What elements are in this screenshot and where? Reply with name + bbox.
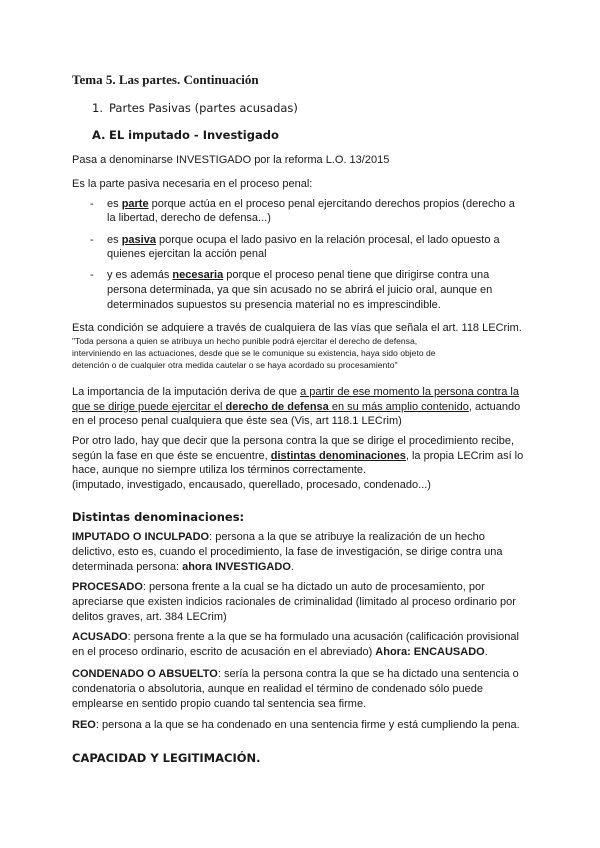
page-title: Tema 5. Las partes. Continuación bbox=[72, 72, 259, 87]
denominations-intro: Por otro lado, hay que decir que la persona contra la que se dirige el procedimiento recibe, según la fase en que éste se encuentre, distintas denominaciones, la propia LECrim así lo hace, aunque no siempre utiliza los términos correctamente. (imputado, investigado, encausado, querellado, procesado, condenado...) bbox=[72, 435, 524, 491]
bullet-dash: - bbox=[90, 269, 94, 281]
section-number: 1. bbox=[92, 101, 103, 115]
bullet-parte: es parte porque actúa en el proceso penal ejercitando derechos propios (derecho a la libertad, derecho de defensa...) bbox=[107, 198, 515, 224]
importance-paragraph: La importancia de la imputación deriva de que a partir de ese momento la persona contra la que se dirige puede ejercitar el derecho de defensa en su más amplio contenido, actuando en el proceso penal cualquiera que éste sea (Vis, art 118.1 LECrim) bbox=[72, 386, 521, 427]
keyword-derecho-defensa: derecho de defensa bbox=[225, 400, 329, 413]
definition-reo: REO: persona a la que se ha condenado en una sentencia firme y está cumpliendo la pena. bbox=[72, 719, 520, 731]
keyword-pasiva: pasiva bbox=[121, 234, 156, 246]
capacity-heading: CAPACIDAD Y LEGITIMACIÓN. bbox=[72, 751, 261, 765]
definition-acusado: ACUSADO: persona frente a la que se ha formulado una acusación (calificación provisional en el proceso ordinario, escrito de acusación en el abreviado) Ahora: ENCAUSADO. bbox=[72, 631, 519, 658]
legal-quote: "Toda persona a quien se atribuya un hecho punible podrá ejercitar el derecho de defensa, interviniendo en las actuaciones, desde que se le comunique su existencia, haya sido objeto de detención o de cualquier otra medida cautelar o se haya acordado su procesamiento" bbox=[72, 336, 436, 370]
pasive-definition: Es la parte pasiva necesaria en el proceso penal: bbox=[72, 178, 313, 190]
bullet-dash: - bbox=[90, 198, 94, 210]
definition-condenado: CONDENADO O ABSUELTO: sería la persona contra la que se ha dictado una sentencia o condenatoria o absolutoria, aunque en realidad el término de condenado sólo puede emplearse en sentido propio cuando tal sentencia sea firme. bbox=[72, 668, 519, 710]
bullet-pasiva: es pasiva porque ocupa el lado pasivo en la relación procesal, el lado opuesto a quienes ejercitan la acción penal bbox=[107, 234, 500, 260]
subsection-title: EL imputado - Investigado bbox=[109, 128, 279, 142]
keyword-necesaria: necesaria bbox=[172, 269, 224, 281]
subsection-letter: A. bbox=[92, 128, 106, 142]
keyword-distintas-denominaciones: distintas denominaciones bbox=[270, 449, 406, 462]
denominations-heading: Distintas denominaciones: bbox=[72, 510, 245, 524]
reform-note: Pasa a denominarse INVESTIGADO por la reforma L.O. 13/2015 bbox=[72, 154, 390, 166]
section-title: Partes Pasivas (partes acusadas) bbox=[109, 101, 298, 115]
definition-imputado: IMPUTADO O INCULPADO: persona a la que se atribuye la realización de un hecho delictivo, esto es, cuando el procedimiento, la fase de investigación, se dirige contra una determinada persona: ahora INVESTIGADO. bbox=[72, 531, 503, 573]
bullet-necesaria: y es además necesaria porque el proceso penal tiene que dirigirse contra una persona determinada, ya que sin acusado no se abrirá el juicio oral, aunque en determinados supuestos su presencia material no es imprescindible. bbox=[107, 269, 493, 311]
bullet-dash: - bbox=[90, 234, 94, 246]
condition-text: Esta condición se adquiere a través de cualquiera de las vías que señala el art. 118 LECrim. bbox=[72, 322, 522, 334]
keyword-parte: parte bbox=[121, 198, 149, 210]
definition-procesado: PROCESADO: persona frente a la cual se ha dictado un auto de procesamiento, por apreciarse que existen indicios racionales de criminalidad (limitado al proceso ordinario por delitos graves, art. 384 LECrim) bbox=[72, 581, 516, 623]
